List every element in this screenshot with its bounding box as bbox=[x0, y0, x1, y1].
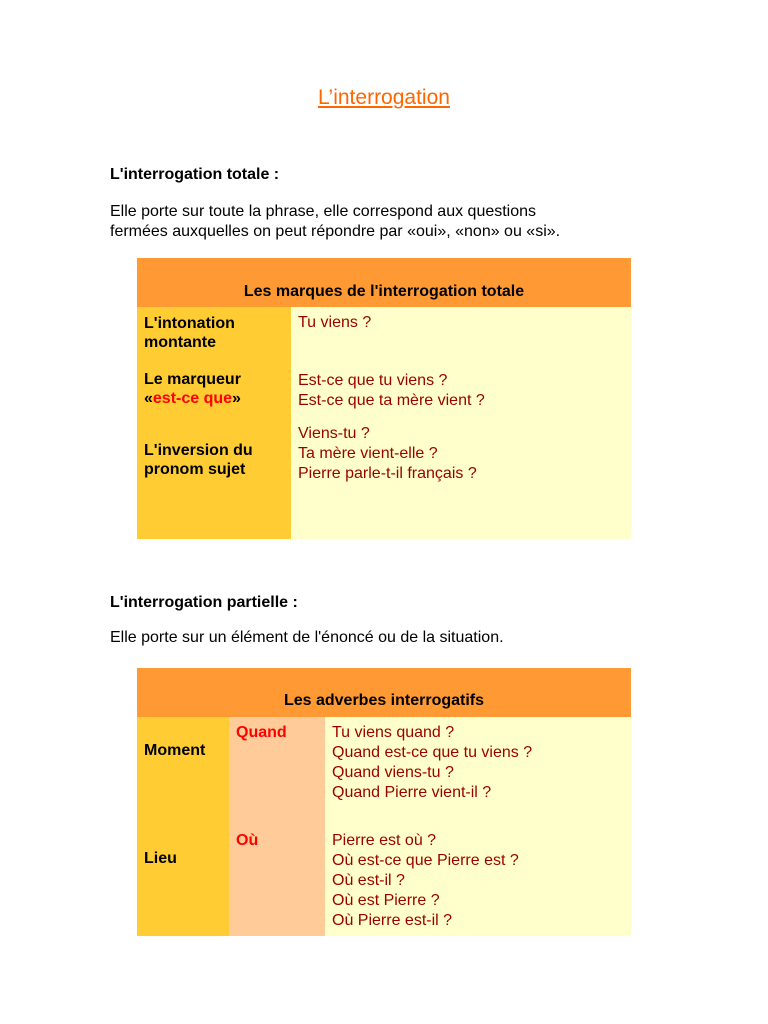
example-line: Quand est-ce que tu viens ? bbox=[332, 744, 533, 761]
table-row-examples bbox=[298, 313, 371, 333]
table-header: Les adverbes interrogatifs bbox=[137, 668, 631, 717]
paragraph-line: fermées auxquelles on peut répondre par «oui», «non» ou «si». bbox=[110, 223, 561, 240]
example-line: Où est Pierre ? bbox=[332, 892, 440, 909]
example-line: Quand viens-tu ? bbox=[332, 764, 454, 781]
example-line: Est-ce que ta mère vient ? bbox=[298, 392, 485, 409]
adverb-quand: Quand bbox=[236, 724, 287, 741]
example-line: Quand Pierre vient-il ? bbox=[332, 784, 492, 801]
section-heading-partielle: L'interrogation partielle : bbox=[110, 594, 298, 611]
table-marques bbox=[137, 258, 631, 539]
label-column bbox=[137, 307, 291, 539]
adverb-ou: Où bbox=[236, 832, 259, 849]
page-title: L’interrogation bbox=[318, 86, 450, 109]
table-header: Les marques de l'interrogation totale bbox=[137, 258, 631, 307]
table-row-examples bbox=[298, 371, 485, 411]
table-row-label bbox=[144, 441, 253, 479]
category-column bbox=[137, 717, 229, 936]
label-line: pronom sujet bbox=[144, 461, 246, 478]
table-adverbes bbox=[137, 668, 631, 936]
marker-text: est-ce que bbox=[152, 390, 233, 407]
label-line bbox=[144, 389, 241, 408]
section-paragraph-partielle: Elle porte sur un élément de l'énoncé ou de la situation. bbox=[110, 629, 504, 646]
example-line: Ta mère vient-elle ? bbox=[298, 445, 438, 462]
label-line: montante bbox=[144, 334, 216, 351]
label-line: L'intonation bbox=[144, 315, 235, 332]
example-column bbox=[325, 717, 631, 936]
quote-open: « bbox=[144, 390, 153, 407]
table-row-label bbox=[144, 314, 235, 352]
section-heading-total: L'interrogation totale : bbox=[110, 166, 280, 183]
category-moment: Moment bbox=[144, 742, 206, 759]
example-line: Viens-tu ? bbox=[298, 425, 370, 442]
example-line: Tu viens quand ? bbox=[332, 724, 455, 741]
example-line: Pierre est où ? bbox=[332, 832, 437, 849]
category-lieu: Lieu bbox=[144, 850, 177, 867]
example-line: Est-ce que tu viens ? bbox=[298, 372, 448, 389]
adverb-column bbox=[229, 717, 325, 936]
example-line: Où Pierre est-il ? bbox=[332, 912, 453, 929]
table-row-examples bbox=[332, 831, 519, 931]
paragraph-line: Elle porte sur toute la phrase, elle correspond aux questions bbox=[110, 203, 537, 220]
label-line: L'inversion du bbox=[144, 442, 253, 459]
table-row-examples bbox=[298, 424, 477, 484]
label-line: Le marqueur bbox=[144, 371, 241, 388]
table-row-label bbox=[144, 370, 241, 408]
example-line: Pierre parle-t-il français ? bbox=[298, 465, 477, 482]
section-paragraph-total bbox=[110, 202, 670, 242]
quote-close: » bbox=[232, 390, 241, 407]
example-column bbox=[291, 307, 631, 539]
table-body bbox=[137, 717, 631, 936]
example-line: Où est-ce que Pierre est ? bbox=[332, 852, 519, 869]
example-line: Tu viens ? bbox=[298, 314, 372, 331]
table-body bbox=[137, 307, 631, 539]
table-row-examples bbox=[332, 723, 532, 803]
example-line: Où est-il ? bbox=[332, 872, 405, 889]
